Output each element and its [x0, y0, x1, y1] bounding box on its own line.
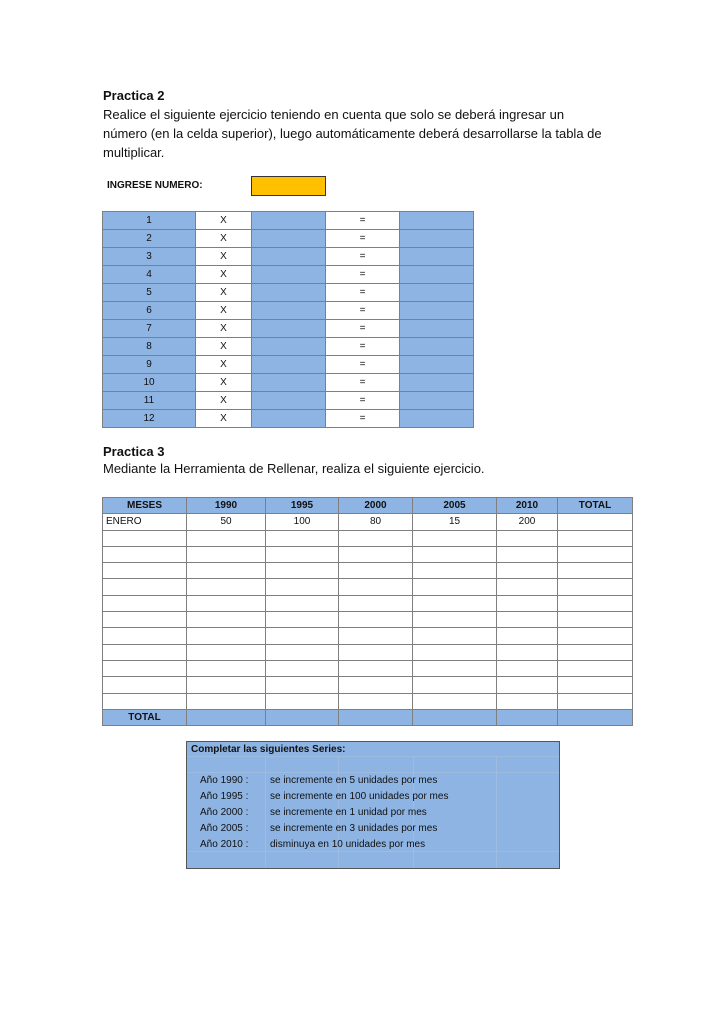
mult-result-cell[interactable] [400, 230, 474, 248]
p3-cell[interactable] [497, 579, 558, 595]
p3-cell[interactable] [413, 628, 497, 644]
p3-cell[interactable] [266, 546, 339, 562]
p3-cell[interactable] [339, 693, 413, 709]
practica2-heading: Practica 2 [103, 88, 165, 103]
p3-row [103, 660, 633, 676]
mult-input-cell[interactable] [252, 302, 326, 320]
p3-row [103, 628, 633, 644]
p3-cell[interactable]: 80 [339, 514, 413, 530]
mult-operator: X [196, 374, 252, 392]
p3-cell[interactable] [413, 644, 497, 660]
p3-row [103, 546, 633, 562]
p3-header-cell: MESES [103, 498, 187, 514]
p3-row [103, 579, 633, 595]
p3-header-cell: 2010 [497, 498, 558, 514]
p3-cell[interactable] [339, 644, 413, 660]
mult-row [103, 374, 474, 392]
p3-cell[interactable] [103, 530, 187, 546]
p3-cell[interactable]: 50 [187, 514, 266, 530]
p3-cell[interactable] [339, 660, 413, 676]
p3-cell[interactable] [413, 563, 497, 579]
mult-input-cell[interactable] [252, 374, 326, 392]
mult-input-cell[interactable] [252, 212, 326, 230]
p3-cell[interactable] [187, 660, 266, 676]
mult-equals: = [326, 338, 400, 356]
p3-row [103, 530, 633, 546]
mult-input-cell[interactable] [252, 392, 326, 410]
mult-number: 6 [103, 302, 196, 320]
mult-row [103, 284, 474, 302]
mult-row [103, 302, 474, 320]
mult-operator: X [196, 212, 252, 230]
mult-result-cell[interactable] [400, 284, 474, 302]
p3-cell[interactable] [187, 595, 266, 611]
mult-row [103, 248, 474, 266]
mult-input-cell[interactable] [252, 230, 326, 248]
p3-cell[interactable] [339, 628, 413, 644]
p3-header-cell: 1990 [187, 498, 266, 514]
p3-header-cell: 1995 [266, 498, 339, 514]
p3-total-cell[interactable] [558, 709, 633, 725]
mult-equals: = [326, 212, 400, 230]
p3-total-row [103, 709, 633, 725]
series-title: Completar las siguientes Series: [191, 744, 346, 755]
p3-cell[interactable] [339, 612, 413, 628]
p3-cell[interactable] [187, 530, 266, 546]
mult-result-cell[interactable] [400, 356, 474, 374]
p3-cell[interactable] [187, 579, 266, 595]
p3-cell[interactable] [103, 628, 187, 644]
ingrese-numero-label: INGRESE NUMERO: [107, 180, 203, 191]
mult-result-cell[interactable] [400, 302, 474, 320]
mult-result-cell[interactable] [400, 212, 474, 230]
practica3-instruction: Mediante la Herramienta de Rellenar, realiza el siguiente ejercicio. [103, 461, 485, 476]
mult-number: 11 [103, 392, 196, 410]
p3-header-cell: 2000 [339, 498, 413, 514]
p3-cell[interactable]: 200 [497, 514, 558, 530]
mult-number: 8 [103, 338, 196, 356]
p3-total-cell[interactable] [266, 709, 339, 725]
series-year: Año 1990 : [200, 775, 249, 786]
p3-cell[interactable] [103, 563, 187, 579]
multiplication-table [102, 211, 474, 428]
mult-number: 1 [103, 212, 196, 230]
p3-cell[interactable] [103, 595, 187, 611]
p3-cell[interactable] [413, 693, 497, 709]
p3-header-cell: 2005 [413, 498, 497, 514]
mult-row [103, 410, 474, 428]
p3-cell[interactable] [413, 546, 497, 562]
p3-cell[interactable] [266, 530, 339, 546]
practica2-line3: multiplicar. [103, 145, 165, 160]
p3-cell[interactable] [497, 595, 558, 611]
mult-number: 9 [103, 356, 196, 374]
p3-cell[interactable] [103, 579, 187, 595]
mult-operator: X [196, 284, 252, 302]
p3-cell[interactable] [187, 693, 266, 709]
p3-cell[interactable] [497, 660, 558, 676]
p3-row [103, 595, 633, 611]
p3-cell[interactable] [497, 693, 558, 709]
p3-cell[interactable] [558, 514, 633, 530]
mult-equals: = [326, 392, 400, 410]
mult-result-cell[interactable] [400, 338, 474, 356]
p3-row [103, 563, 633, 579]
p3-cell[interactable] [187, 546, 266, 562]
practica3-heading: Practica 3 [103, 444, 165, 459]
ingrese-numero-input[interactable] [251, 176, 326, 196]
practica3-table [102, 497, 633, 726]
p3-cell[interactable] [187, 628, 266, 644]
mult-equals: = [326, 284, 400, 302]
mult-row [103, 230, 474, 248]
mult-number: 7 [103, 320, 196, 338]
mult-input-cell[interactable] [252, 284, 326, 302]
series-box [186, 741, 560, 869]
p3-row [103, 677, 633, 693]
mult-operator: X [196, 302, 252, 320]
p3-cell[interactable] [103, 677, 187, 693]
mult-operator: X [196, 266, 252, 284]
p3-cell[interactable] [497, 530, 558, 546]
p3-cell[interactable] [103, 693, 187, 709]
p3-cell[interactable] [339, 546, 413, 562]
p3-cell[interactable] [339, 530, 413, 546]
mult-operator: X [196, 338, 252, 356]
practica2-line2: número (en la celda superior), luego automáticamente deberá desarrollarse la tabla de [103, 126, 602, 141]
mult-operator: X [196, 356, 252, 374]
mult-input-cell[interactable] [252, 410, 326, 428]
p3-cell[interactable] [413, 677, 497, 693]
p3-cell[interactable]: 100 [266, 514, 339, 530]
series-year: Año 2000 : [200, 807, 249, 818]
p3-cell[interactable] [339, 677, 413, 693]
p3-cell[interactable] [339, 579, 413, 595]
p3-total-label: TOTAL [103, 709, 187, 725]
mult-row [103, 266, 474, 284]
p3-cell[interactable] [497, 677, 558, 693]
mult-row [103, 212, 474, 230]
series-description: se incremente en 5 unidades por mes [270, 775, 438, 786]
p3-cell[interactable] [558, 546, 633, 562]
p3-total-cell[interactable] [413, 709, 497, 725]
series-year: Año 2005 : [200, 823, 249, 834]
p3-cell[interactable] [413, 595, 497, 611]
p3-cell[interactable] [103, 546, 187, 562]
p3-cell[interactable] [558, 628, 633, 644]
mult-input-cell[interactable] [252, 320, 326, 338]
p3-cell[interactable] [558, 595, 633, 611]
mult-row [103, 338, 474, 356]
p3-cell[interactable] [413, 530, 497, 546]
p3-cell[interactable] [187, 563, 266, 579]
mult-number: 12 [103, 410, 196, 428]
mult-equals: = [326, 266, 400, 284]
mult-equals: = [326, 230, 400, 248]
mult-row [103, 320, 474, 338]
mult-number: 3 [103, 248, 196, 266]
p3-cell[interactable] [266, 644, 339, 660]
p3-cell[interactable] [558, 677, 633, 693]
p3-cell[interactable] [266, 563, 339, 579]
mult-result-cell[interactable] [400, 410, 474, 428]
p3-cell[interactable] [497, 628, 558, 644]
p3-cell[interactable] [558, 579, 633, 595]
mult-row [103, 356, 474, 374]
mult-input-cell[interactable] [252, 356, 326, 374]
p3-header-cell: TOTAL [558, 498, 633, 514]
p3-cell[interactable] [103, 644, 187, 660]
p3-total-cell[interactable] [187, 709, 266, 725]
mult-operator: X [196, 320, 252, 338]
p3-cell[interactable] [103, 660, 187, 676]
series-description: se incremente en 100 unidades por mes [270, 791, 449, 802]
p3-cell[interactable] [266, 693, 339, 709]
p3-cell[interactable] [558, 612, 633, 628]
mult-operator: X [196, 392, 252, 410]
mult-result-cell[interactable] [400, 248, 474, 266]
p3-row [103, 693, 633, 709]
p3-cell[interactable] [558, 530, 633, 546]
p3-cell[interactable] [187, 644, 266, 660]
mult-operator: X [196, 248, 252, 266]
mult-result-cell[interactable] [400, 320, 474, 338]
p3-total-cell[interactable] [339, 709, 413, 725]
p3-row [103, 644, 633, 660]
mult-result-cell[interactable] [400, 392, 474, 410]
mult-operator: X [196, 410, 252, 428]
mult-result-cell[interactable] [400, 374, 474, 392]
p3-cell[interactable]: ENERO [103, 514, 187, 530]
practica2-line1: Realice el siguiente ejercicio teniendo en cuenta que solo se deberá ingresar un [103, 107, 565, 122]
mult-equals: = [326, 302, 400, 320]
p3-cell[interactable] [413, 579, 497, 595]
mult-equals: = [326, 410, 400, 428]
mult-equals: = [326, 320, 400, 338]
mult-number: 10 [103, 374, 196, 392]
p3-cell[interactable]: 15 [413, 514, 497, 530]
p3-cell[interactable] [103, 612, 187, 628]
mult-equals: = [326, 356, 400, 374]
mult-number: 5 [103, 284, 196, 302]
p3-cell[interactable] [558, 644, 633, 660]
series-description: disminuya en 10 unidades por mes [270, 839, 426, 850]
p3-cell[interactable] [497, 644, 558, 660]
p3-total-cell[interactable] [497, 709, 558, 725]
mult-equals: = [326, 248, 400, 266]
p3-cell[interactable] [558, 660, 633, 676]
mult-number: 4 [103, 266, 196, 284]
p3-cell[interactable] [558, 563, 633, 579]
p3-cell[interactable] [497, 563, 558, 579]
p3-cell[interactable] [187, 677, 266, 693]
series-description: se incremente en 3 unidades por mes [270, 823, 438, 834]
mult-input-cell[interactable] [252, 266, 326, 284]
p3-cell[interactable] [266, 579, 339, 595]
p3-row [103, 612, 633, 628]
mult-input-cell[interactable] [252, 248, 326, 266]
mult-operator: X [196, 230, 252, 248]
mult-input-cell[interactable] [252, 338, 326, 356]
p3-cell[interactable] [497, 612, 558, 628]
p3-cell[interactable] [266, 612, 339, 628]
p3-cell[interactable] [266, 595, 339, 611]
series-year: Año 1995 : [200, 791, 249, 802]
p3-cell[interactable] [266, 660, 339, 676]
p3-cell[interactable] [413, 660, 497, 676]
p3-row [103, 514, 633, 530]
p3-cell[interactable] [497, 546, 558, 562]
series-description: se incremente en 1 unidad por mes [270, 807, 427, 818]
mult-equals: = [326, 374, 400, 392]
p3-cell[interactable] [266, 677, 339, 693]
series-year: Año 2010 : [200, 839, 249, 850]
p3-cell[interactable] [339, 563, 413, 579]
p3-cell[interactable] [413, 612, 497, 628]
p3-cell[interactable] [558, 693, 633, 709]
p3-cell[interactable] [187, 612, 266, 628]
mult-result-cell[interactable] [400, 266, 474, 284]
mult-row [103, 392, 474, 410]
p3-cell[interactable] [266, 628, 339, 644]
mult-number: 2 [103, 230, 196, 248]
p3-cell[interactable] [339, 595, 413, 611]
